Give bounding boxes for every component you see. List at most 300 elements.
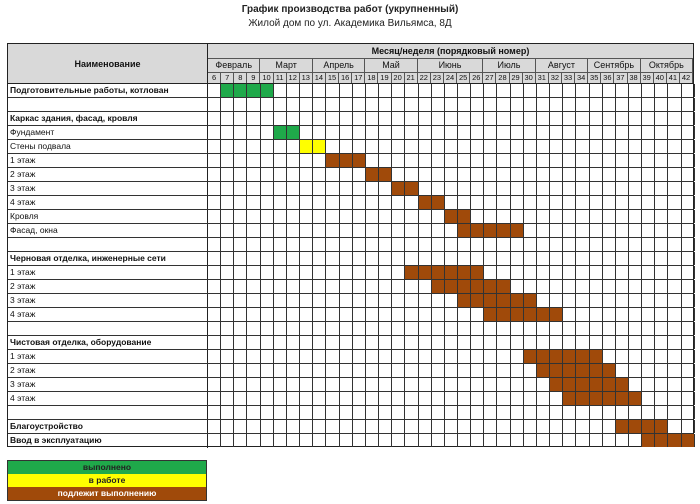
task-name: 4 этаж bbox=[8, 308, 208, 321]
grid-cell bbox=[340, 182, 353, 195]
grid-cell bbox=[590, 336, 603, 349]
grid-cell bbox=[445, 182, 458, 195]
gantt-bar-cell bbox=[405, 182, 418, 195]
grid-cell bbox=[445, 252, 458, 265]
grid-cell bbox=[511, 210, 524, 223]
grid-cell bbox=[497, 266, 510, 279]
grid-cell bbox=[550, 252, 563, 265]
grid-cell bbox=[379, 322, 392, 335]
grid-cell bbox=[603, 126, 616, 139]
grid-cell bbox=[537, 238, 550, 251]
grid-cell bbox=[471, 420, 484, 433]
grid-cell bbox=[234, 126, 247, 139]
grid-cell bbox=[616, 336, 629, 349]
grid-cell bbox=[563, 168, 576, 181]
grid-cell bbox=[668, 322, 681, 335]
week-number: 32 bbox=[549, 72, 562, 83]
grid-cell bbox=[353, 168, 366, 181]
task-row bbox=[8, 322, 693, 336]
grid-cell bbox=[511, 182, 524, 195]
gantt-bar-cell bbox=[563, 378, 576, 391]
grid-cell bbox=[432, 434, 445, 447]
grid-cell bbox=[668, 252, 681, 265]
grid-cell bbox=[590, 126, 603, 139]
grid-cell bbox=[340, 420, 353, 433]
grid-cell bbox=[655, 406, 668, 419]
grid-cell bbox=[629, 308, 642, 321]
grid-cell bbox=[313, 154, 326, 167]
grid-cell bbox=[247, 378, 260, 391]
grid-cell bbox=[221, 196, 234, 209]
grid-cell bbox=[668, 266, 681, 279]
grid-cell bbox=[524, 434, 537, 447]
grid-cell bbox=[208, 336, 221, 349]
grid-cell bbox=[234, 266, 247, 279]
grid-cell bbox=[471, 196, 484, 209]
grid-cell bbox=[366, 98, 379, 111]
gantt-bar-cell bbox=[471, 294, 484, 307]
grid-cell bbox=[576, 154, 589, 167]
grid-cell bbox=[682, 112, 695, 125]
gantt-table bbox=[7, 43, 694, 447]
grid-cell bbox=[550, 140, 563, 153]
grid-cell bbox=[629, 112, 642, 125]
grid-cell bbox=[392, 364, 405, 377]
grid-cell bbox=[326, 126, 339, 139]
grid-cell bbox=[511, 126, 524, 139]
grid-cell bbox=[537, 336, 550, 349]
grid-cell bbox=[668, 238, 681, 251]
gantt-bar-cell bbox=[550, 308, 563, 321]
grid-cell bbox=[432, 294, 445, 307]
grid-cell bbox=[445, 224, 458, 237]
grid-cell bbox=[497, 112, 510, 125]
grid-cell bbox=[616, 434, 629, 447]
grid-cell bbox=[340, 252, 353, 265]
grid-cell bbox=[366, 224, 379, 237]
grid-cell bbox=[405, 434, 418, 447]
week-number: 10 bbox=[260, 72, 273, 83]
grid-cell bbox=[576, 322, 589, 335]
grid-cell bbox=[511, 196, 524, 209]
grid-cell bbox=[419, 252, 432, 265]
grid-cell bbox=[642, 350, 655, 363]
gantt-bar-cell bbox=[432, 266, 445, 279]
grid-cell bbox=[405, 112, 418, 125]
grid-cell bbox=[563, 336, 576, 349]
grid-cell bbox=[247, 266, 260, 279]
grid-cell bbox=[511, 406, 524, 419]
grid-cell bbox=[524, 252, 537, 265]
week-number: 30 bbox=[523, 72, 536, 83]
grid-cell bbox=[287, 406, 300, 419]
grid-cell bbox=[366, 392, 379, 405]
grid-cell bbox=[392, 280, 405, 293]
grid-cell bbox=[445, 238, 458, 251]
chart-title: График производства работ (укрупненный) bbox=[241, 4, 459, 15]
gantt-bar-cell bbox=[445, 266, 458, 279]
grid-cell bbox=[274, 322, 287, 335]
gantt-bar-cell bbox=[471, 266, 484, 279]
grid-cell bbox=[655, 364, 668, 377]
grid-cell bbox=[432, 364, 445, 377]
grid-cell bbox=[379, 392, 392, 405]
grid-cell bbox=[445, 392, 458, 405]
gantt-bar-cell bbox=[261, 84, 274, 97]
grid-cell bbox=[668, 364, 681, 377]
grid-cell bbox=[353, 392, 366, 405]
grid-cell bbox=[300, 420, 313, 433]
grid-cell bbox=[432, 406, 445, 419]
grid-cell bbox=[221, 280, 234, 293]
gantt-bar-cell bbox=[603, 392, 616, 405]
grid-cell bbox=[313, 182, 326, 195]
grid-cell bbox=[419, 322, 432, 335]
week-number: 14 bbox=[313, 72, 326, 83]
grid-cell bbox=[234, 420, 247, 433]
grid-cell bbox=[445, 126, 458, 139]
grid-cell bbox=[550, 224, 563, 237]
grid-cell bbox=[603, 224, 616, 237]
grid-cell bbox=[458, 420, 471, 433]
grid-cell bbox=[511, 266, 524, 279]
grid-cell bbox=[261, 434, 274, 447]
grid-cell bbox=[563, 210, 576, 223]
grid-cell bbox=[379, 112, 392, 125]
grid-cell bbox=[445, 84, 458, 97]
grid-cell bbox=[497, 98, 510, 111]
gantt-bar-cell bbox=[445, 280, 458, 293]
grid-cell bbox=[629, 168, 642, 181]
grid-cell bbox=[432, 168, 445, 181]
grid-cell bbox=[234, 294, 247, 307]
grid-cell bbox=[353, 336, 366, 349]
grid-cell bbox=[274, 98, 287, 111]
grid-cell bbox=[366, 112, 379, 125]
week-number: 31 bbox=[536, 72, 549, 83]
grid-cell bbox=[668, 140, 681, 153]
grid-cell bbox=[392, 350, 405, 363]
grid-cell bbox=[629, 126, 642, 139]
grid-cell bbox=[576, 252, 589, 265]
week-number: 13 bbox=[300, 72, 313, 83]
grid-cell bbox=[340, 266, 353, 279]
grid-cell bbox=[419, 350, 432, 363]
gantt-bar-cell bbox=[458, 266, 471, 279]
grid-cell bbox=[458, 406, 471, 419]
grid-cell bbox=[537, 294, 550, 307]
grid-cell bbox=[392, 322, 405, 335]
grid-cell bbox=[616, 266, 629, 279]
grid-cell bbox=[458, 168, 471, 181]
gantt-bar-cell bbox=[326, 154, 339, 167]
grid-cell bbox=[234, 336, 247, 349]
grid-cell bbox=[524, 84, 537, 97]
grid-cell bbox=[497, 126, 510, 139]
gantt-bar-cell bbox=[287, 126, 300, 139]
grid-cell bbox=[221, 392, 234, 405]
task-row bbox=[8, 266, 693, 280]
grid-cell bbox=[274, 364, 287, 377]
grid-cell bbox=[550, 196, 563, 209]
grid-cell bbox=[616, 322, 629, 335]
grid-cell bbox=[261, 308, 274, 321]
grid-cell bbox=[326, 336, 339, 349]
grid-cell bbox=[326, 294, 339, 307]
grid-cell bbox=[287, 196, 300, 209]
grid-cell bbox=[616, 238, 629, 251]
grid-cell bbox=[326, 112, 339, 125]
grid-cell bbox=[563, 154, 576, 167]
grid-cell bbox=[261, 140, 274, 153]
grid-cell bbox=[471, 126, 484, 139]
grid-cell bbox=[497, 350, 510, 363]
gantt-bar-cell bbox=[616, 392, 629, 405]
grid-cell bbox=[458, 182, 471, 195]
grid-cell bbox=[221, 322, 234, 335]
grid-cell bbox=[458, 196, 471, 209]
grid-cell bbox=[234, 322, 247, 335]
grid-cell bbox=[550, 336, 563, 349]
grid-cell bbox=[221, 266, 234, 279]
grid-cell bbox=[261, 98, 274, 111]
grid-cell bbox=[511, 112, 524, 125]
grid-cell bbox=[247, 210, 260, 223]
grid-cell bbox=[353, 280, 366, 293]
grid-cell bbox=[655, 196, 668, 209]
grid-cell bbox=[668, 336, 681, 349]
gantt-bar-cell bbox=[445, 210, 458, 223]
gantt-bar-cell bbox=[642, 420, 655, 433]
grid-cell bbox=[287, 266, 300, 279]
grid-cell bbox=[445, 112, 458, 125]
grid-cell bbox=[379, 84, 392, 97]
gantt-bar-cell bbox=[603, 378, 616, 391]
grid-cell bbox=[590, 252, 603, 265]
task-name: 1 этаж bbox=[8, 350, 208, 363]
grid-cell bbox=[524, 322, 537, 335]
grid-cell bbox=[616, 294, 629, 307]
grid-cell bbox=[458, 98, 471, 111]
grid-cell bbox=[366, 308, 379, 321]
week-number: 29 bbox=[510, 72, 523, 83]
grid-cell bbox=[287, 336, 300, 349]
grid-cell bbox=[261, 350, 274, 363]
grid-cell bbox=[261, 126, 274, 139]
grid-cell bbox=[313, 210, 326, 223]
task-row bbox=[8, 406, 693, 420]
grid-cell bbox=[405, 210, 418, 223]
gantt-bar-cell bbox=[590, 350, 603, 363]
gantt-bar-cell bbox=[340, 154, 353, 167]
grid-cell bbox=[326, 140, 339, 153]
grid-cell bbox=[247, 112, 260, 125]
grid-cell bbox=[313, 112, 326, 125]
grid-cell bbox=[353, 84, 366, 97]
grid-cell bbox=[603, 210, 616, 223]
grid-cell bbox=[392, 406, 405, 419]
grid-cell bbox=[392, 238, 405, 251]
grid-cell bbox=[629, 406, 642, 419]
grid-cell bbox=[313, 322, 326, 335]
grid-cell bbox=[668, 280, 681, 293]
grid-cell bbox=[287, 420, 300, 433]
gantt-bar-cell bbox=[537, 364, 550, 377]
task-row bbox=[8, 308, 693, 322]
grid-cell bbox=[405, 252, 418, 265]
grid-cell bbox=[340, 126, 353, 139]
grid-cell bbox=[379, 182, 392, 195]
grid-cell bbox=[511, 98, 524, 111]
grid-cell bbox=[445, 168, 458, 181]
grid-cell bbox=[366, 364, 379, 377]
grid-cell bbox=[445, 294, 458, 307]
grid-cell bbox=[392, 336, 405, 349]
month-header: Июль bbox=[483, 58, 535, 72]
grid-cell bbox=[300, 98, 313, 111]
grid-cell bbox=[261, 364, 274, 377]
grid-cell bbox=[419, 112, 432, 125]
grid-cell bbox=[261, 392, 274, 405]
grid-cell bbox=[629, 266, 642, 279]
grid-cell bbox=[511, 336, 524, 349]
grid-cell bbox=[247, 140, 260, 153]
grid-cell bbox=[458, 126, 471, 139]
gantt-bar-cell bbox=[484, 308, 497, 321]
task-row bbox=[8, 196, 693, 210]
grid-cell bbox=[247, 406, 260, 419]
grid-cell bbox=[484, 238, 497, 251]
gantt-bar-cell bbox=[682, 434, 695, 447]
month-header: Май bbox=[365, 58, 417, 72]
grid-cell bbox=[234, 112, 247, 125]
grid-cell bbox=[300, 112, 313, 125]
legend-item-done: выполнено bbox=[8, 461, 206, 474]
grid-cell bbox=[655, 266, 668, 279]
grid-cell bbox=[247, 126, 260, 139]
grid-cell bbox=[287, 364, 300, 377]
grid-cell bbox=[484, 210, 497, 223]
grid-cell bbox=[392, 294, 405, 307]
grid-cell bbox=[392, 420, 405, 433]
task-name: Стены подвала bbox=[8, 140, 208, 153]
grid-cell bbox=[590, 238, 603, 251]
grid-cell bbox=[616, 140, 629, 153]
grid-cell bbox=[668, 168, 681, 181]
grid-cell bbox=[419, 294, 432, 307]
grid-cell bbox=[511, 434, 524, 447]
gantt-bar-cell bbox=[419, 196, 432, 209]
grid-cell bbox=[642, 210, 655, 223]
grid-cell bbox=[590, 266, 603, 279]
grid-cell bbox=[668, 182, 681, 195]
grid-cell bbox=[576, 112, 589, 125]
grid-cell bbox=[629, 280, 642, 293]
grid-cell bbox=[629, 196, 642, 209]
week-number: 35 bbox=[588, 72, 601, 83]
grid-cell bbox=[537, 168, 550, 181]
grid-cell bbox=[629, 154, 642, 167]
grid-cell bbox=[419, 168, 432, 181]
grid-cell bbox=[419, 238, 432, 251]
month-header: Сентябрь bbox=[588, 58, 640, 72]
gantt-bar-cell bbox=[432, 280, 445, 293]
grid-cell bbox=[261, 196, 274, 209]
grid-cell bbox=[274, 182, 287, 195]
grid-cell bbox=[313, 224, 326, 237]
grid-cell bbox=[274, 196, 287, 209]
grid-cell bbox=[682, 322, 695, 335]
grid-cell bbox=[629, 336, 642, 349]
grid-cell bbox=[392, 154, 405, 167]
grid-cell bbox=[247, 98, 260, 111]
grid-cell bbox=[366, 350, 379, 363]
grid-cell bbox=[682, 392, 695, 405]
grid-cell bbox=[353, 322, 366, 335]
gantt-bar-cell bbox=[432, 196, 445, 209]
grid-cell bbox=[471, 378, 484, 391]
grid-cell bbox=[682, 210, 695, 223]
grid-cell bbox=[616, 280, 629, 293]
grid-cell bbox=[300, 252, 313, 265]
grid-cell bbox=[300, 154, 313, 167]
grid-cell bbox=[497, 210, 510, 223]
grid-cell bbox=[234, 182, 247, 195]
grid-cell bbox=[419, 98, 432, 111]
grid-cell bbox=[655, 98, 668, 111]
grid-cell bbox=[208, 154, 221, 167]
grid-cell bbox=[221, 378, 234, 391]
grid-cell bbox=[261, 182, 274, 195]
grid-cell bbox=[208, 252, 221, 265]
grid-cell bbox=[326, 434, 339, 447]
grid-cell bbox=[326, 238, 339, 251]
week-number: 23 bbox=[431, 72, 444, 83]
grid-cell bbox=[642, 154, 655, 167]
grid-cell bbox=[313, 98, 326, 111]
gantt-bar-cell bbox=[537, 350, 550, 363]
grid-cell bbox=[340, 210, 353, 223]
gantt-bar-cell bbox=[497, 294, 510, 307]
grid-cell bbox=[313, 252, 326, 265]
grid-cell bbox=[616, 98, 629, 111]
grid-cell bbox=[392, 252, 405, 265]
grid-cell bbox=[445, 154, 458, 167]
grid-cell bbox=[353, 294, 366, 307]
grid-cell bbox=[353, 196, 366, 209]
grid-cell bbox=[247, 336, 260, 349]
week-number: 26 bbox=[470, 72, 483, 83]
grid-cell bbox=[563, 84, 576, 97]
grid-cell bbox=[405, 196, 418, 209]
task-row bbox=[8, 378, 693, 392]
grid-cell bbox=[445, 378, 458, 391]
grid-cell bbox=[563, 266, 576, 279]
grid-cell bbox=[537, 210, 550, 223]
grid-cell bbox=[247, 322, 260, 335]
grid-cell bbox=[458, 112, 471, 125]
grid-cell bbox=[366, 378, 379, 391]
grid-cell bbox=[300, 84, 313, 97]
grid-cell bbox=[655, 126, 668, 139]
grid-cell bbox=[524, 140, 537, 153]
grid-cell bbox=[511, 364, 524, 377]
grid-cell bbox=[274, 392, 287, 405]
grid-cell bbox=[511, 154, 524, 167]
grid-cell bbox=[234, 378, 247, 391]
grid-cell bbox=[261, 168, 274, 181]
grid-cell bbox=[603, 112, 616, 125]
